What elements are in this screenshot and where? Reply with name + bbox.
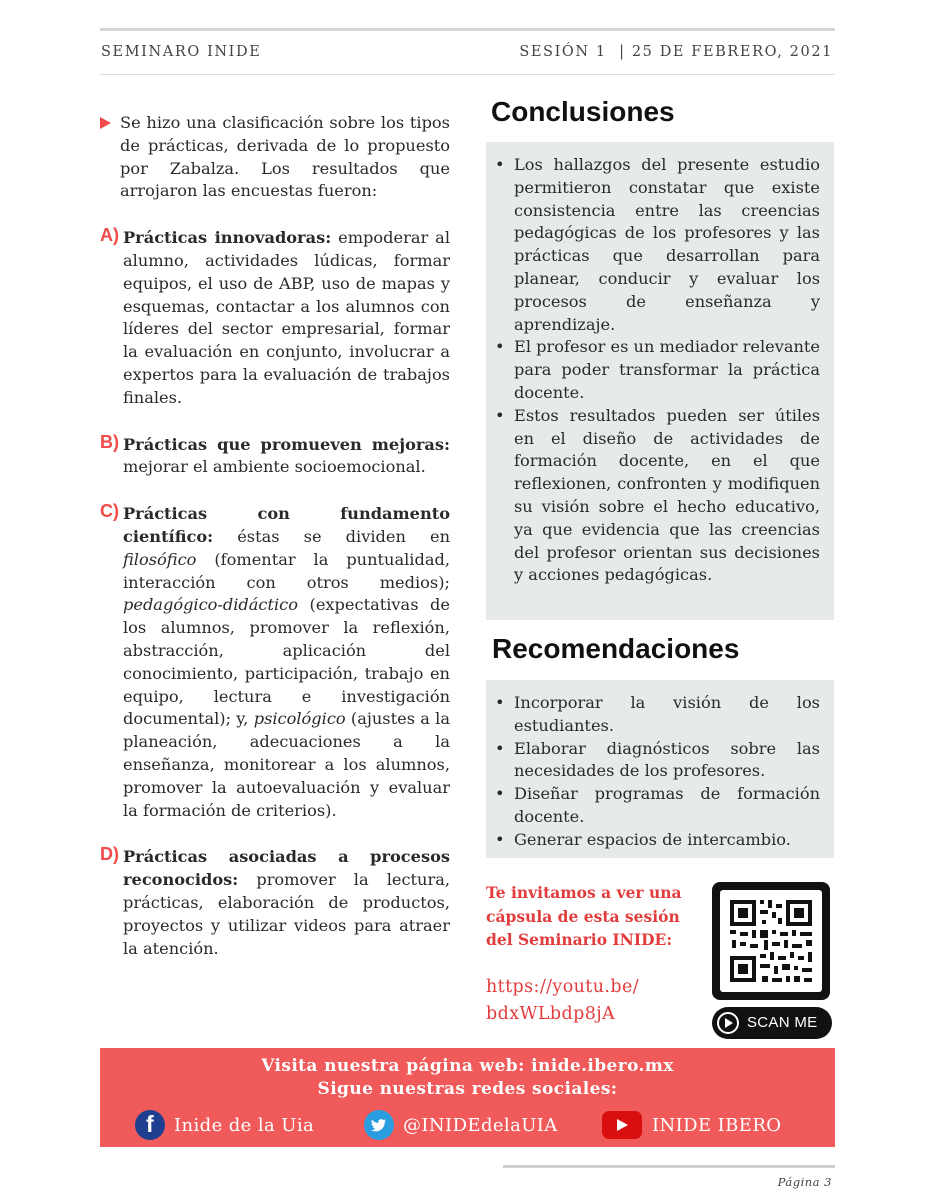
recomendaciones-heading: Recomendaciones (492, 633, 740, 664)
intro-paragraph (100, 112, 450, 203)
conclusiones-box (486, 142, 834, 620)
item-title: Prácticas asociadas a procesos reconocidos: (123, 847, 450, 890)
twitter-link[interactable] (364, 1110, 558, 1140)
item-text (123, 503, 450, 822)
twitter-handle: @INIDEdelaUIA (403, 1114, 558, 1136)
video-link[interactable] (486, 974, 639, 1028)
item-letter: D) (100, 844, 119, 865)
item-emphasis: filosófico (123, 549, 197, 569)
practice-item-b (100, 431, 450, 480)
item-body: (ajustes a la planeación, adecuaciones a la enseñanza, monitorear a los alumnos, promover la autoevaluación y evaluar la formación de criterios). (123, 709, 450, 820)
item-body: (expectativas de los alumnos, promover la reflexión, abstracción, aplicación del conocimiento, participación, trabajo en equipo, lectura e investigación documental); y, (123, 595, 450, 729)
facebook-icon: f (135, 1110, 165, 1140)
play-icon (717, 1012, 739, 1034)
video-link-line2[interactable]: bdxWLbdp8jA (486, 1004, 616, 1024)
item-letter: A) (100, 225, 119, 246)
item-title: Prácticas con fundamento científico: (123, 504, 450, 546)
item-body: éstas se dividen en (213, 526, 450, 546)
item-body: empoderar al alumno, actividades lúdicas, formar equipos, el uso de ABP, uso de mapas y esquemas, contactar a los alumnos con líderes del sector empresarial, formar la evaluación en conjunto, involucrar a expertos para la evaluación de trabajos finales. (123, 228, 450, 407)
website-line[interactable]: Visita nuestra página web: inide.ibero.mx (261, 1056, 674, 1076)
facebook-link[interactable] (135, 1110, 314, 1140)
recommendation-bullet: • Elaborar diagnósticos sobre las necesidades de los profesores. (514, 738, 820, 784)
conclusion-bullet: • Estos resultados pueden ser útiles en el diseño de actividades de formación docente, en el que reflexionen, confronten y modifiquen su visión sobre el hecho educativo, ya que evidencia que las creencias del profesor orientan sus decisiones y acciones pedagógicas. (514, 405, 820, 587)
item-letter: B) (100, 431, 119, 452)
qr-code-pattern (720, 890, 822, 992)
practice-item-d (100, 846, 450, 960)
youtube-link[interactable] (602, 1110, 781, 1140)
conclusiones-heading: Conclusiones (491, 96, 675, 127)
qr-code-icon[interactable] (712, 882, 830, 1000)
facebook-handle: Inide de la Uia (174, 1114, 315, 1136)
recommendation-bullet: • Generar espacios de intercambio. (514, 829, 820, 852)
item-emphasis: pedagógico-didáctico (123, 595, 298, 615)
item-text (123, 227, 450, 409)
intro-text: Se hizo una clasificación sobre los tipos de prácticas, derivada de lo propuesto por Zabalza. Los resultados que arrojaron las encuestas fueron: (120, 113, 450, 201)
conclusion-bullet: • El profesor es un mediador relevante para poder transformar la práctica docente. (514, 336, 820, 404)
recommendation-bullet: • Diseñar programas de formación docente. (514, 783, 820, 829)
header-rule (100, 74, 835, 75)
item-body: (fomentar la puntualidad, interacción con otros medios); (123, 549, 450, 592)
item-text (123, 846, 450, 960)
recommendation-bullet: • Incorporar la visión de los estudiantes. (514, 692, 820, 738)
triangle-bullet-icon (100, 117, 111, 129)
item-letter: C) (100, 501, 119, 522)
scan-me-button[interactable] (712, 1007, 832, 1039)
youtube-icon (602, 1111, 642, 1139)
youtube-channel: INIDE IBERO (652, 1114, 782, 1136)
page-number: Página 3 (777, 1175, 832, 1189)
left-column (100, 112, 450, 960)
practice-item-c (100, 503, 450, 822)
item-text (123, 434, 450, 480)
item-body: mejorar el ambiente socioemocional. (123, 457, 426, 477)
item-emphasis: psicológico (253, 709, 346, 729)
item-body: promover la lectura, prácticas, elaboración de productos, proyectos y utilizar videos para atraer la atención. (123, 870, 450, 958)
video-link-line1[interactable]: https://youtu.be/ (486, 977, 640, 997)
recomendaciones-box (486, 680, 834, 858)
conclusion-bullet: • Los hallazgos del presente estudio permitieron constatar que existe consistencia entre las creencias pedagógicas de los profesores y las prácticas que desarrollan para planear, conducir y evaluar los procesos de enseñanza y aprendizaje. (514, 154, 820, 336)
practice-item-a (100, 227, 450, 409)
item-title: Prácticas que promueven mejoras: (123, 434, 450, 454)
video-invitation: Te invitamos a ver una cápsula de esta sesión del Seminario INIDE: (486, 883, 682, 949)
social-banner (100, 1048, 835, 1147)
header-session-date: SESIÓN 1 | 25 DE FEBRERO, 2021 (519, 44, 833, 60)
top-rule (100, 28, 835, 31)
item-title: Prácticas innovadoras: (123, 228, 332, 248)
scan-me-label: SCAN ME (747, 1014, 818, 1031)
header-series-title: SEMINARO INIDE (101, 44, 262, 60)
twitter-icon (364, 1110, 394, 1140)
social-prompt: Sigue nuestras redes sociales: (317, 1079, 618, 1099)
footer-rule (503, 1165, 835, 1168)
